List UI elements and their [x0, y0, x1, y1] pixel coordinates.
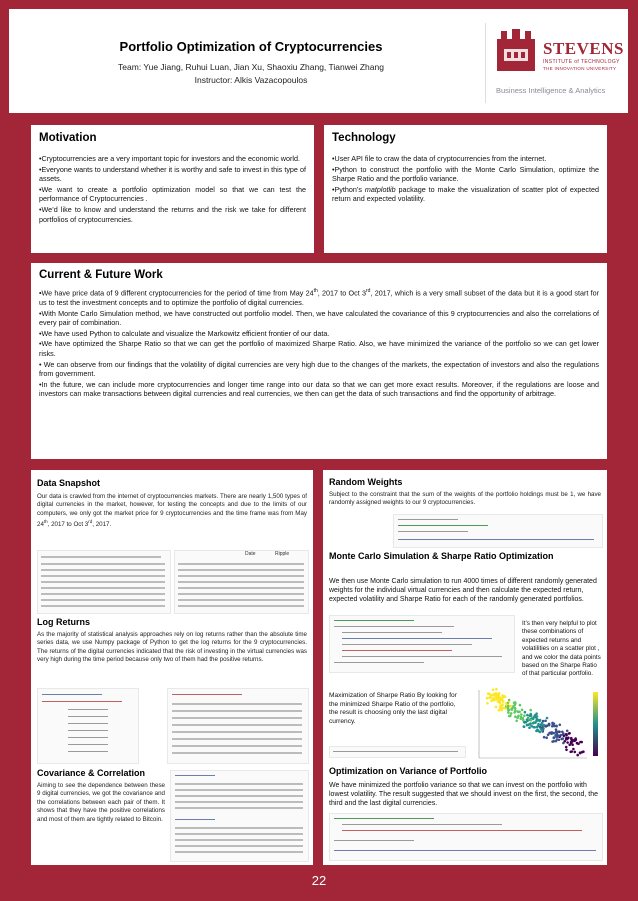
scatter-point: [498, 692, 501, 695]
scatter-point: [514, 715, 517, 718]
code-line: [68, 716, 108, 717]
monte-carlo-heading: Monte Carlo Simulation & Sharpe Ratio Optimization: [329, 551, 554, 561]
covariance-matrix: [170, 770, 309, 862]
scatter-point: [565, 733, 568, 736]
scatter-point: [529, 709, 532, 712]
right-results-panel: [323, 470, 607, 865]
monte-carlo-code: [329, 615, 515, 673]
scatter-point: [543, 736, 546, 739]
scatter-point: [486, 697, 489, 700]
covariance-heading: Covariance & Correlation: [37, 768, 146, 778]
table-row: [178, 593, 304, 595]
table-row: [41, 563, 165, 565]
scatter-point: [507, 707, 510, 710]
scatter-point: [541, 729, 544, 732]
code-line: [42, 694, 102, 695]
scatter-point: [563, 735, 566, 738]
table-row: [175, 795, 303, 797]
table-row: [175, 789, 303, 791]
header-panel: [9, 9, 628, 113]
table-row: [172, 752, 302, 754]
motivation-bullet-4: •We’d like to know and understand the returns and the risk we take for different portfolios of cryptocurrencies.: [39, 204, 306, 224]
scatter-point: [555, 725, 558, 728]
scatter-point: [525, 721, 528, 724]
code-line: [342, 830, 582, 831]
scatter-point: [535, 730, 538, 733]
scatter-point: [561, 738, 564, 741]
technology-bullet-1: •User API file to craw the data of cryptocurrencies from the internet.: [332, 154, 547, 163]
table-row: [172, 738, 302, 740]
scatter-point: [540, 724, 543, 727]
scatter-point: [543, 724, 546, 727]
scatter-point: [553, 737, 556, 740]
scatter-point: [502, 707, 505, 710]
data-snapshot-sup1: th: [43, 519, 48, 525]
data-snapshot-text: [37, 493, 307, 530]
log-returns-heading: Log Returns: [37, 617, 90, 627]
scatter-point: [539, 731, 542, 734]
scatter-point: [556, 735, 559, 738]
log-returns-table: [167, 688, 309, 764]
sharpe-result-code: [329, 746, 466, 758]
table-row: [178, 599, 304, 601]
code-line: [398, 525, 488, 526]
scatter-point: [566, 738, 569, 741]
table-row: [41, 581, 165, 583]
code-line: [342, 632, 442, 633]
scatter-point: [495, 688, 498, 691]
code-line: [333, 751, 458, 752]
table-row: [172, 703, 302, 705]
code-line: [68, 744, 108, 745]
code-line: [398, 519, 458, 520]
table-row: [172, 710, 302, 712]
scatter-point: [495, 692, 498, 695]
scatter-point: [523, 714, 526, 717]
table-row: [175, 845, 303, 847]
left-results-panel: [31, 470, 313, 865]
cf-p1-c: , 2017, which is a very small subset of the data but it is a good start for us to test the investment concepts and to optimize the portfolio of digital currencies.: [39, 288, 599, 307]
table-header-row: [41, 556, 161, 558]
random-weights-code: [393, 514, 603, 548]
scatter-point: [520, 716, 523, 719]
current-future-panel: [31, 263, 607, 459]
code-line: [68, 730, 108, 731]
scatter-point: [521, 709, 524, 712]
scatter-point: [566, 741, 569, 744]
scatter-point: [519, 704, 522, 707]
page-number: 22: [311, 873, 327, 888]
scatter-point: [536, 726, 539, 729]
scatter-point: [556, 738, 559, 741]
table-row: [41, 599, 165, 601]
scatter-point: [504, 696, 507, 699]
scatter-point: [514, 702, 517, 705]
scatter-point: [491, 698, 494, 701]
random-weights-text: Subject to the constraint that the sum of the weights of the portfolio holdings must be 1, we have randomly assigned weights to our 9 cryptocurrencies.: [329, 491, 601, 507]
table-row: [175, 833, 303, 835]
scatter-point: [538, 720, 541, 723]
code-line: [68, 737, 108, 738]
scatter-point: [528, 726, 531, 729]
cf-paragraph-3: •We have used Python to calculate and visualize the Markowitz efficient frontier of our data.: [39, 328, 330, 338]
motivation-bullet-2: •Everyone wants to understand whether it is worthy and safe to invest in this type of assets.: [39, 164, 306, 184]
log-returns-code: [37, 688, 139, 764]
cf-p1-a: •We have price data of 9 different cryptocurrencies for the period of time from May 24: [39, 288, 314, 298]
code-line: [68, 751, 108, 752]
technology-panel: [324, 125, 607, 253]
scatter-point: [495, 706, 498, 709]
scatter-point: [573, 740, 576, 743]
scatter-point: [498, 700, 501, 703]
monte-carlo-text: We then use Monte Carlo simulation to run 4000 times of different randomly generated weights for the individual virtual currencies and then calculate the expected return, expected volatility and Sharpe Ratio for each of the randomly generated portfolios.: [329, 578, 597, 603]
table-row: [172, 731, 302, 733]
table-row: [172, 745, 302, 747]
scatter-point: [551, 731, 554, 734]
code-line: [68, 709, 108, 710]
table-row: [178, 587, 304, 589]
technology-bullet-3-post: package to make the visualization of scatter plot of expected return and expected volatility.: [332, 184, 599, 204]
cf-p1-sup2: rd: [365, 288, 371, 294]
cf-paragraph-1: [39, 287, 599, 308]
log-returns-text: As the majority of statistical analysis approaches rely on log returns rather than the absolute time series data, we use Numpy package of Python to get the log returns for the 9 cryptocurrencies. The returns of the digital currencies indicated that the risk of investing in the virtual currencies was very high during the time period because only two of them had the positive returns.: [37, 631, 307, 664]
scatter-point: [495, 696, 498, 699]
data-snapshot-heading: Data Snapshot: [37, 478, 101, 488]
table-row: [178, 605, 304, 607]
scatter-point: [535, 712, 538, 715]
scatter-point: [535, 716, 538, 719]
scatter-point: [502, 696, 505, 699]
table-row: [41, 593, 165, 595]
scatter-point: [514, 709, 517, 712]
cf-paragraph-6: •In the future, we can include more cryptocurrencies and longer time range into our data so that we can get more exact results. Moreover, if the regulations are loose and investors can make transactions between digital currencies and real currencies, we then can get the data of such transactions and find the opportunity of arbitrage.: [39, 379, 599, 399]
team-line: Team: Yue Jiang, Ruhui Luan, Jian Xu, Shaoxiu Zhang, Tianwei Zhang: [118, 62, 384, 72]
scatter-point: [492, 689, 495, 692]
current-future-body: [39, 287, 599, 400]
scatter-point: [569, 751, 572, 754]
stevens-shield-logo-icon: [495, 29, 537, 79]
code-line: [42, 701, 122, 702]
scatter-point: [561, 731, 564, 734]
logo-subtitle: INSTITUTE of TECHNOLOGY: [543, 59, 620, 65]
scatter-point: [559, 724, 562, 727]
code-line: [334, 818, 434, 819]
instructor-line: Instructor: Alkis Vazacopoulos: [194, 75, 308, 85]
technology-body: [332, 154, 599, 205]
scatter-point: [529, 723, 532, 726]
scatter-point: [524, 711, 527, 714]
table-row: [41, 575, 165, 577]
table-row: [175, 839, 303, 841]
scatter-point: [514, 707, 517, 710]
code-line: [172, 694, 242, 695]
technology-bullet-3: [332, 185, 599, 204]
scatter-point: [530, 725, 533, 728]
table-row: [175, 851, 303, 853]
logo-tagline: THE INNOVATION UNIVERSITY: [543, 66, 617, 71]
table-row: [178, 569, 304, 571]
technology-bullet-3-pre: •Python’s: [332, 184, 365, 194]
data-snapshot-text-c: , 2017.: [92, 521, 112, 529]
cf-paragraph-2: •With Monte Carlo Simulation method, we have constructed out portfolio model. Then, we have calculated the covariance of this 9 cryptocurrencies and also the correlations of every pair of combination.: [39, 308, 599, 328]
data-snapshot-table-right: [174, 550, 309, 614]
poster-title: Portfolio Optimization of Cryptocurrencies: [119, 39, 383, 54]
scatter-point: [516, 710, 519, 713]
table-row: [175, 807, 303, 809]
scatter-point: [533, 726, 536, 729]
efficient-frontier-scatter: [469, 686, 603, 766]
opt-variance-text: We have minimized the portfolio variance so that we can invest on the portfolio with lowest volatility. The result suggested that we should invest on the first, the second, the third and the last digital currencies.: [329, 782, 599, 807]
opt-variance-heading: Optimization on Variance of Portfolio: [329, 766, 488, 776]
sharpe-max-text: Maximization of Sharpe Ratio By looking for the minimized Sharpe Ratio of the portfolio, the result is choosing only the last digital currency.: [329, 692, 457, 725]
scatter-point: [552, 723, 555, 726]
table-row: [41, 569, 165, 571]
scatter-point: [507, 711, 510, 714]
scatter-point: [572, 748, 575, 751]
scatter-point: [570, 742, 573, 745]
scatter-point: [489, 696, 492, 699]
scatter-point: [579, 752, 582, 755]
scatter-point: [541, 726, 544, 729]
data-snapshot-text-b: , 2017 to Oct 3: [47, 521, 89, 529]
scatter-point: [499, 704, 502, 707]
code-line: [398, 539, 594, 540]
motivation-bullet-1: •Cryptocurrencies are a very important topic for investors and the economic world.: [39, 154, 300, 163]
scatter-point: [542, 720, 545, 723]
scatter-point: [488, 692, 491, 695]
opt-variance-code: [329, 813, 603, 861]
cf-paragraph-4: •We have optimized the Sharpe Ratio so that we can get the portfolio of maximized Sharpe Ratio. Also, we have minimized the variance of the portfolio so we can get lower risks.: [39, 339, 599, 358]
scatter-point: [555, 731, 558, 734]
table-row: [178, 575, 304, 577]
scatter-point: [511, 708, 514, 711]
scatter-point: [565, 746, 568, 749]
motivation-body: [39, 154, 306, 225]
scatter-point: [576, 742, 579, 745]
scatter-point: [580, 741, 583, 744]
covariance-text: Aiming to see the dependence between these 9 digital currencies, we got the covariance and the correlations between each pair of them. It shows that they have the positive correlations and most of them are tightly related to Bitcoin.: [37, 782, 165, 823]
scatter-point: [548, 724, 551, 727]
random-weights-heading: Random Weights: [329, 477, 403, 487]
code-line: [342, 656, 502, 657]
table-col-date: Date: [245, 551, 256, 557]
scatter-point: [515, 720, 518, 723]
scatter-point: [507, 705, 510, 708]
table-row: [178, 563, 304, 565]
scatter-point: [505, 702, 508, 705]
code-line: [334, 620, 414, 621]
scatter-point: [557, 730, 560, 733]
code-line: [175, 775, 215, 776]
code-line: [342, 824, 502, 825]
scatter-point: [562, 742, 565, 745]
table-row: [175, 827, 303, 829]
table-col-ripple: Ripple: [275, 551, 290, 557]
technology-bullet-3-em: matplotlib: [364, 184, 396, 194]
scatter-point: [537, 723, 540, 726]
scatter-point: [566, 730, 569, 733]
scatter-point: [498, 709, 501, 712]
code-line: [398, 531, 468, 532]
scatter-point: [565, 749, 568, 752]
code-line: [342, 644, 472, 645]
scatter-point: [532, 722, 535, 725]
code-line: [342, 638, 492, 639]
scatter-point: [552, 740, 555, 743]
code-line: [175, 819, 215, 820]
logo-divider: [485, 23, 486, 103]
scatter-point: [509, 714, 512, 717]
table-row: [41, 605, 165, 607]
scatter-point: [582, 750, 585, 753]
table-row: [172, 717, 302, 719]
cf-paragraph-5: • We can observe from our findings that the volatility of digital currencies are very high due to the changes of the markets, the expectation of investors and also the regulations from government.: [39, 359, 599, 379]
scatter-point: [500, 707, 503, 710]
code-line: [334, 850, 596, 851]
table-row: [175, 801, 303, 803]
motivation-heading: Motivation: [39, 132, 97, 144]
scatter-point: [523, 725, 526, 728]
scatter-point: [545, 736, 548, 739]
data-snapshot-sup2: rd: [88, 519, 93, 525]
scatter-point: [571, 739, 574, 742]
table-row: [175, 783, 303, 785]
technology-bullet-2: •Python to construct the portfolio with the Monte Carlo Simulation, optimize the Sharpe Ratio and the portfolio variance.: [332, 164, 599, 184]
scatter-point: [486, 702, 489, 705]
scatter-point: [576, 754, 579, 757]
table-row: [41, 587, 165, 589]
scatter-explanation: It’s then very helpful to plot these combinations of expected returns and volatilities on a scatter plot , and we color the data points based on the Sharpe Ratio of that particular portfolio.: [522, 620, 601, 678]
code-line: [334, 662, 424, 663]
scatter-point: [510, 712, 513, 715]
code-line: [334, 626, 454, 627]
scatter-point: [546, 717, 549, 720]
table-row: [178, 581, 304, 583]
code-line: [334, 840, 414, 841]
scatter-point: [574, 751, 577, 754]
current-future-heading: Current & Future Work: [39, 269, 163, 281]
scatter-point: [526, 714, 529, 717]
motivation-panel: [31, 125, 314, 253]
program-label: Business Intelligence & Analytics: [496, 86, 606, 95]
scatter-point: [526, 719, 529, 722]
cf-p1-sup1: th: [313, 288, 318, 294]
scatter-point: [544, 720, 547, 723]
scatter-point: [530, 713, 533, 716]
data-snapshot-table-left: [37, 550, 171, 614]
table-row: [172, 724, 302, 726]
data-snapshot-text-a: Our data is crawled from the internet of cryptocurrencies markets. There are nearly 1,500 types of digital currencies in the market, however, for testing the concepts and due to the limits of our computers, we only got the market price for 9 cryptocurrencies and the time frame was from May 24: [37, 493, 307, 529]
code-line: [68, 723, 108, 724]
scatter-point: [499, 697, 502, 700]
cf-p1-b: , 2017 to Oct 3: [317, 288, 366, 298]
code-line: [342, 650, 452, 651]
scatter-point: [520, 713, 523, 716]
logo-wordmark: STEVENS: [543, 39, 624, 58]
scatter-point: [530, 719, 533, 722]
motivation-bullet-3: •We want to create a portfolio optimization model so that we can test the performance of Cryptocurrencies .: [39, 184, 306, 204]
technology-heading: Technology: [332, 132, 396, 144]
scatter-point: [568, 732, 571, 735]
